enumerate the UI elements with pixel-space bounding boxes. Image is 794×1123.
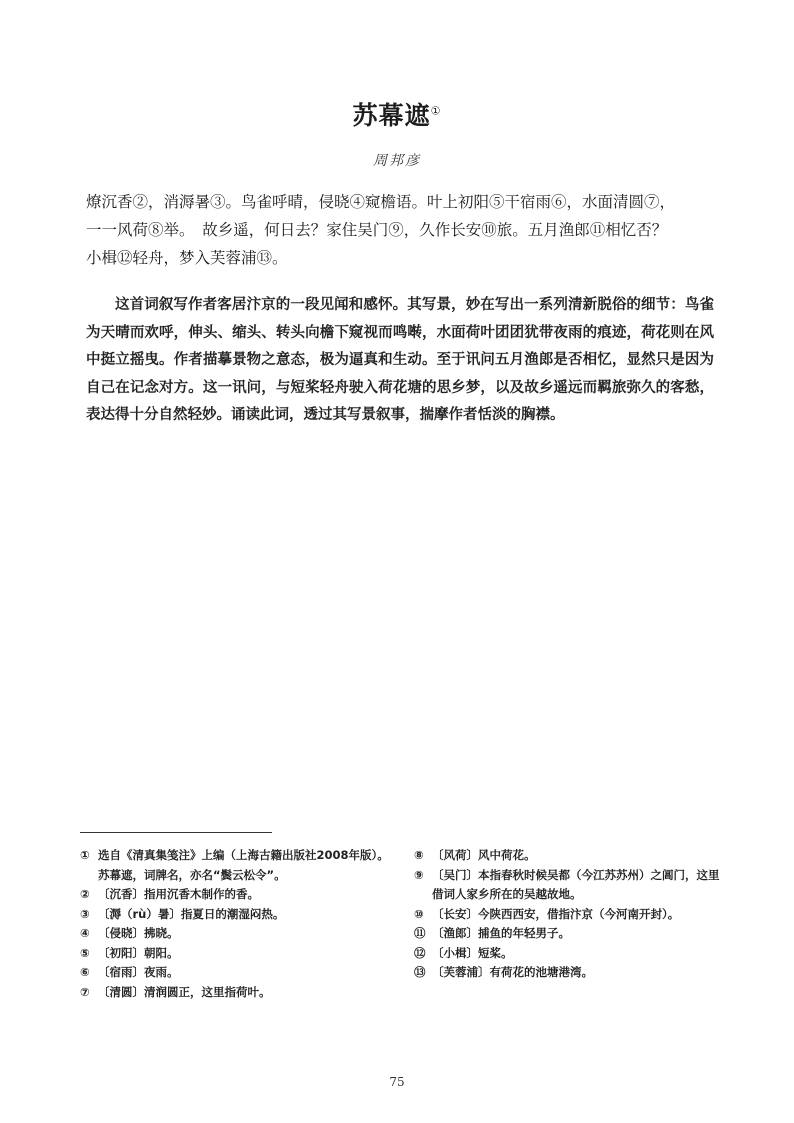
- footnote-item: [80, 846, 398, 885]
- footnote-number: ①: [80, 848, 90, 862]
- footnote-number: ⑫: [414, 945, 426, 960]
- footnote-text: 〔长安〕今陕西西安，借指汴京（今河南开封）。: [432, 906, 680, 921]
- footnote-text: 〔吴门〕本指春秋时候吴都（今江苏苏州）之阊门，这里借词人家乡所在的吴越故地。: [432, 867, 720, 901]
- author: 周邦彦: [373, 153, 421, 169]
- footnote-divider: [80, 832, 272, 833]
- footnote-item: [414, 846, 724, 866]
- footnote-text: 〔渔郎〕捕鱼的年轻男子。: [432, 926, 570, 940]
- footnote-item: [80, 885, 398, 905]
- footnote-text: 〔小楫〕短桨。: [432, 945, 513, 960]
- footnote-number: ⑤: [80, 945, 90, 960]
- footnote-number: ⑥: [80, 965, 90, 979]
- footnote-number: ⑨: [414, 867, 424, 882]
- footnote-item: [414, 963, 724, 983]
- poem-line: 小楫⑫轻舟，梦入芙蓉浦⑬。: [86, 249, 288, 267]
- title-footnote-mark: ①: [430, 104, 442, 118]
- footnote-text: 〔侵晓〕拂晓。: [98, 926, 179, 940]
- footnote-item: [80, 963, 398, 983]
- footnotes-right-column: [414, 846, 724, 983]
- footnote-number: ⑧: [414, 848, 424, 862]
- footnote-number: ⑪: [414, 926, 426, 940]
- footnote-number: ②: [80, 887, 90, 901]
- footnote-text: 〔风荷〕风中荷花。: [432, 848, 536, 862]
- footnote-text: 〔初阳〕朝阳。: [98, 945, 179, 960]
- footnote-text: 〔溽（rù）暑〕指夏日的潮湿闷热。: [98, 906, 285, 921]
- footnote-number: ⑬: [414, 965, 426, 979]
- footnote-item: [414, 866, 724, 905]
- footnote-item: [414, 944, 724, 964]
- footnote-item: [80, 905, 398, 925]
- footnotes-left-column: [80, 846, 398, 1002]
- commentary-paragraph: 这首词叙写作者客居汴京的一段见闻和感怀。其写景，妙在写出一系列清新脱俗的细节：鸟雀为天晴而欢呼，伸头、缩头、转头向檐下窥视而鸣啭，水面荷叶团团犹带夜雨的痕迹，荷花则在风中挺立摇曳。作者描摹景物之意态，极为逼真和生动。至于讯问五月渔郎是否相忆，显然只是因为自己在记念对方。这一讯问，与短桨轻舟驶入荷花塘的思乡梦，以及故乡遥远而羁旅弥久的客愁，表达得十分自然轻妙。诵读此词，透过其写景叙事，揣摩作者恬淡的胸襟。: [86, 297, 714, 423]
- footnote-text: 选自《清真集笺注》上编（上海古籍出版社2008年版）。苏幕遮，词牌名，亦名“鬓云松令”。: [98, 848, 389, 882]
- poem-line: 燎沉香②，消溽暑③。鸟雀呼晴，侵晓④窥檐语。叶上初阳⑤干宿雨⑥，水面清圆⑦，: [86, 193, 676, 211]
- footnote-item: [414, 924, 724, 944]
- footnote-number: ⑦: [80, 984, 90, 999]
- footnote-number: ⑩: [414, 906, 424, 921]
- footnote-number: ③: [80, 906, 90, 921]
- page-title: [0, 96, 794, 132]
- footnote-number: ④: [80, 926, 90, 940]
- footnote-text: 〔清圆〕清润圆正，这里指荷叶。: [98, 984, 271, 999]
- title-text: 苏幕遮: [352, 101, 431, 130]
- footnote-text: 〔沉香〕指用沉香木制作的香。: [98, 887, 259, 901]
- poem-text: [86, 188, 714, 272]
- footnote-item: [80, 924, 398, 944]
- poem-line: 一一风荷⑧举。 故乡遥，何日去？家住吴门⑨，久作长安⑩旅。五月渔郎⑪相忆否？: [86, 221, 668, 239]
- page-number: 75: [389, 1075, 405, 1089]
- footnote-item: [80, 944, 398, 964]
- footnote-item: [414, 905, 724, 925]
- footnote-text: 〔宿雨〕夜雨。: [98, 965, 179, 979]
- footnote-text: 〔芙蓉浦〕有荷花的池塘港湾。: [432, 965, 593, 979]
- footnote-item: [80, 983, 398, 1003]
